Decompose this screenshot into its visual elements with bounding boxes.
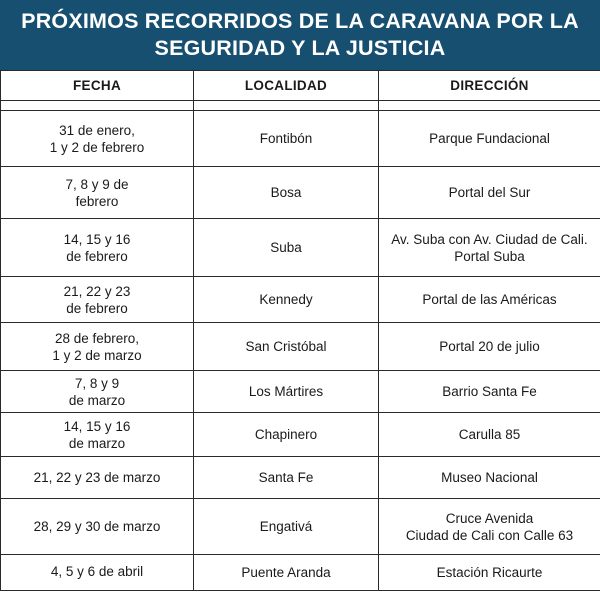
spacer-cell: [379, 101, 600, 111]
localidad-cell: Los Mártires: [194, 371, 379, 413]
fecha-cell: 7, 8 y 9 de marzo: [1, 371, 194, 413]
localidad-cell: Kennedy: [194, 277, 379, 323]
table-row: [1, 499, 600, 555]
direccion-cell: Av. Suba con Av. Ciudad de Cali. Portal Suba: [379, 219, 600, 277]
fecha-cell: 14, 15 y 16 de febrero: [1, 219, 194, 277]
direccion-cell: Parque Fundacional: [379, 111, 600, 167]
fecha-cell: 31 de enero, 1 y 2 de febrero: [1, 111, 194, 167]
header-spacer-row: [1, 101, 600, 111]
localidad-cell: Fontibón: [194, 111, 379, 167]
direccion-cell: Cruce Avenida Ciudad de Cali con Calle 63: [379, 499, 600, 555]
fecha-cell: 28 de febrero, 1 y 2 de marzo: [1, 323, 194, 371]
table-row: [1, 371, 600, 413]
title-line-1: PRÓXIMOS RECORRIDOS DE LA CARAVANA POR LA: [21, 9, 579, 33]
header-fecha: FECHA: [1, 71, 194, 101]
direccion-cell: Estación Ricaurte: [379, 555, 600, 591]
table-row: [1, 323, 600, 371]
localidad-cell: Santa Fe: [194, 457, 379, 499]
localidad-cell: Bosa: [194, 167, 379, 219]
table-row: [1, 413, 600, 457]
fecha-cell: 28, 29 y 30 de marzo: [1, 499, 194, 555]
fecha-cell: 21, 22 y 23 de marzo: [1, 457, 194, 499]
spacer-cell: [1, 101, 194, 111]
localidad-cell: Puente Aranda: [194, 555, 379, 591]
title-banner: [0, 0, 600, 70]
table-row: [1, 277, 600, 323]
header-localidad: LOCALIDAD: [194, 71, 379, 101]
header-row: [1, 71, 600, 101]
table-row: [1, 555, 600, 591]
fecha-cell: 7, 8 y 9 de febrero: [1, 167, 194, 219]
schedule-table: [0, 70, 600, 591]
page-title: [20, 8, 580, 62]
localidad-cell: Chapinero: [194, 413, 379, 457]
fecha-cell: 4, 5 y 6 de abril: [1, 555, 194, 591]
header-direccion: DIRECCIÓN: [379, 71, 600, 101]
table-row: [1, 167, 600, 219]
direccion-cell: Barrio Santa Fe: [379, 371, 600, 413]
fecha-cell: 14, 15 y 16 de marzo: [1, 413, 194, 457]
spacer-cell: [194, 101, 379, 111]
localidad-cell: Suba: [194, 219, 379, 277]
direccion-cell: Portal de las Américas: [379, 277, 600, 323]
localidad-cell: Engativá: [194, 499, 379, 555]
direccion-cell: Portal 20 de julio: [379, 323, 600, 371]
direccion-cell: Museo Nacional: [379, 457, 600, 499]
localidad-cell: San Cristóbal: [194, 323, 379, 371]
table-row: [1, 111, 600, 167]
direccion-cell: Carulla 85: [379, 413, 600, 457]
table-row: [1, 457, 600, 499]
table-row: [1, 219, 600, 277]
direccion-cell: Portal del Sur: [379, 167, 600, 219]
title-line-2: SEGURIDAD Y LA JUSTICIA: [154, 36, 446, 60]
fecha-cell: 21, 22 y 23 de febrero: [1, 277, 194, 323]
